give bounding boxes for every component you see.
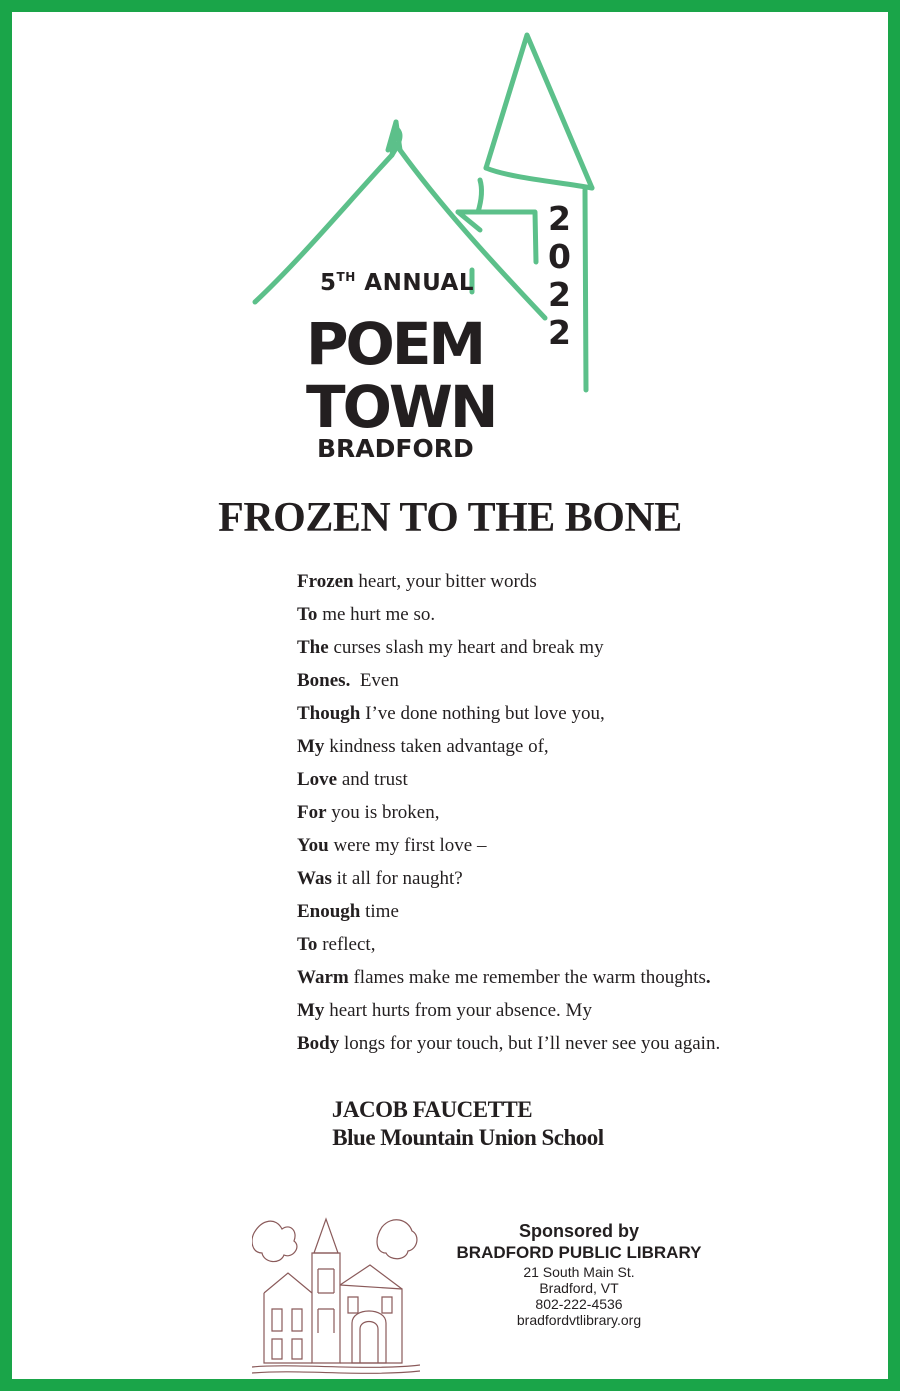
poem-body xyxy=(297,570,720,1065)
sponsor-website: bradfordvtlibrary.org xyxy=(516,1312,642,1328)
poem-line: To me hurt me so. xyxy=(297,604,436,625)
poem-line: Warm flames make me remember the warm thoughts. xyxy=(297,967,711,988)
logo-town-name: BRADFORD xyxy=(317,434,474,463)
sponsor-name: BRADFORD PUBLIC LIBRARY xyxy=(456,1243,702,1262)
poem-line: The curses slash my heart and break my xyxy=(297,637,604,658)
poem-line: Body longs for your touch, but I’ll never see you again. xyxy=(297,1033,721,1054)
author-name: JACOB FAUCETTE xyxy=(331,1097,533,1122)
year-digit: 2 xyxy=(548,275,571,314)
poem-town-logo xyxy=(240,30,610,470)
poem-line: Though I’ve done nothing but love you, xyxy=(297,703,605,724)
sponsor-city: Bradford, VT xyxy=(539,1280,619,1296)
poem-line: Bones. Even xyxy=(297,670,399,691)
sponsor-street: 21 South Main St. xyxy=(523,1264,635,1280)
poem-line: Frozen heart, your bitter words xyxy=(297,571,537,592)
year-digit: 2 xyxy=(548,313,571,352)
poem-line: My kindness taken advantage of, xyxy=(297,736,549,757)
poem-line: My heart hurts from your absence. My xyxy=(297,1000,592,1021)
year-digit: 0 xyxy=(548,237,571,276)
logo-word-poem: POEM xyxy=(306,310,484,378)
logo-word-town: TOWN xyxy=(306,373,496,441)
poem-line: Love and trust xyxy=(297,769,408,790)
poem-line: You were my first love – xyxy=(297,835,487,856)
poem-line: To reflect, xyxy=(297,934,376,955)
sponsor-block xyxy=(455,1220,703,1328)
sponsor-label: Sponsored by xyxy=(518,1221,639,1241)
poem-title: FROZEN TO THE BONE xyxy=(218,495,682,541)
poem-line: Enough time xyxy=(297,901,399,922)
poem-line: For you is broken, xyxy=(297,802,440,823)
author-school: Blue Mountain Union School xyxy=(332,1125,604,1150)
year-digit: 2 xyxy=(548,199,571,238)
sponsor-phone: 802-222-4536 xyxy=(535,1296,623,1312)
annual-label: 5TH ANNUAL xyxy=(320,270,474,296)
library-building-sketch xyxy=(252,1213,420,1379)
poem-line: Was it all for naught? xyxy=(297,868,463,889)
